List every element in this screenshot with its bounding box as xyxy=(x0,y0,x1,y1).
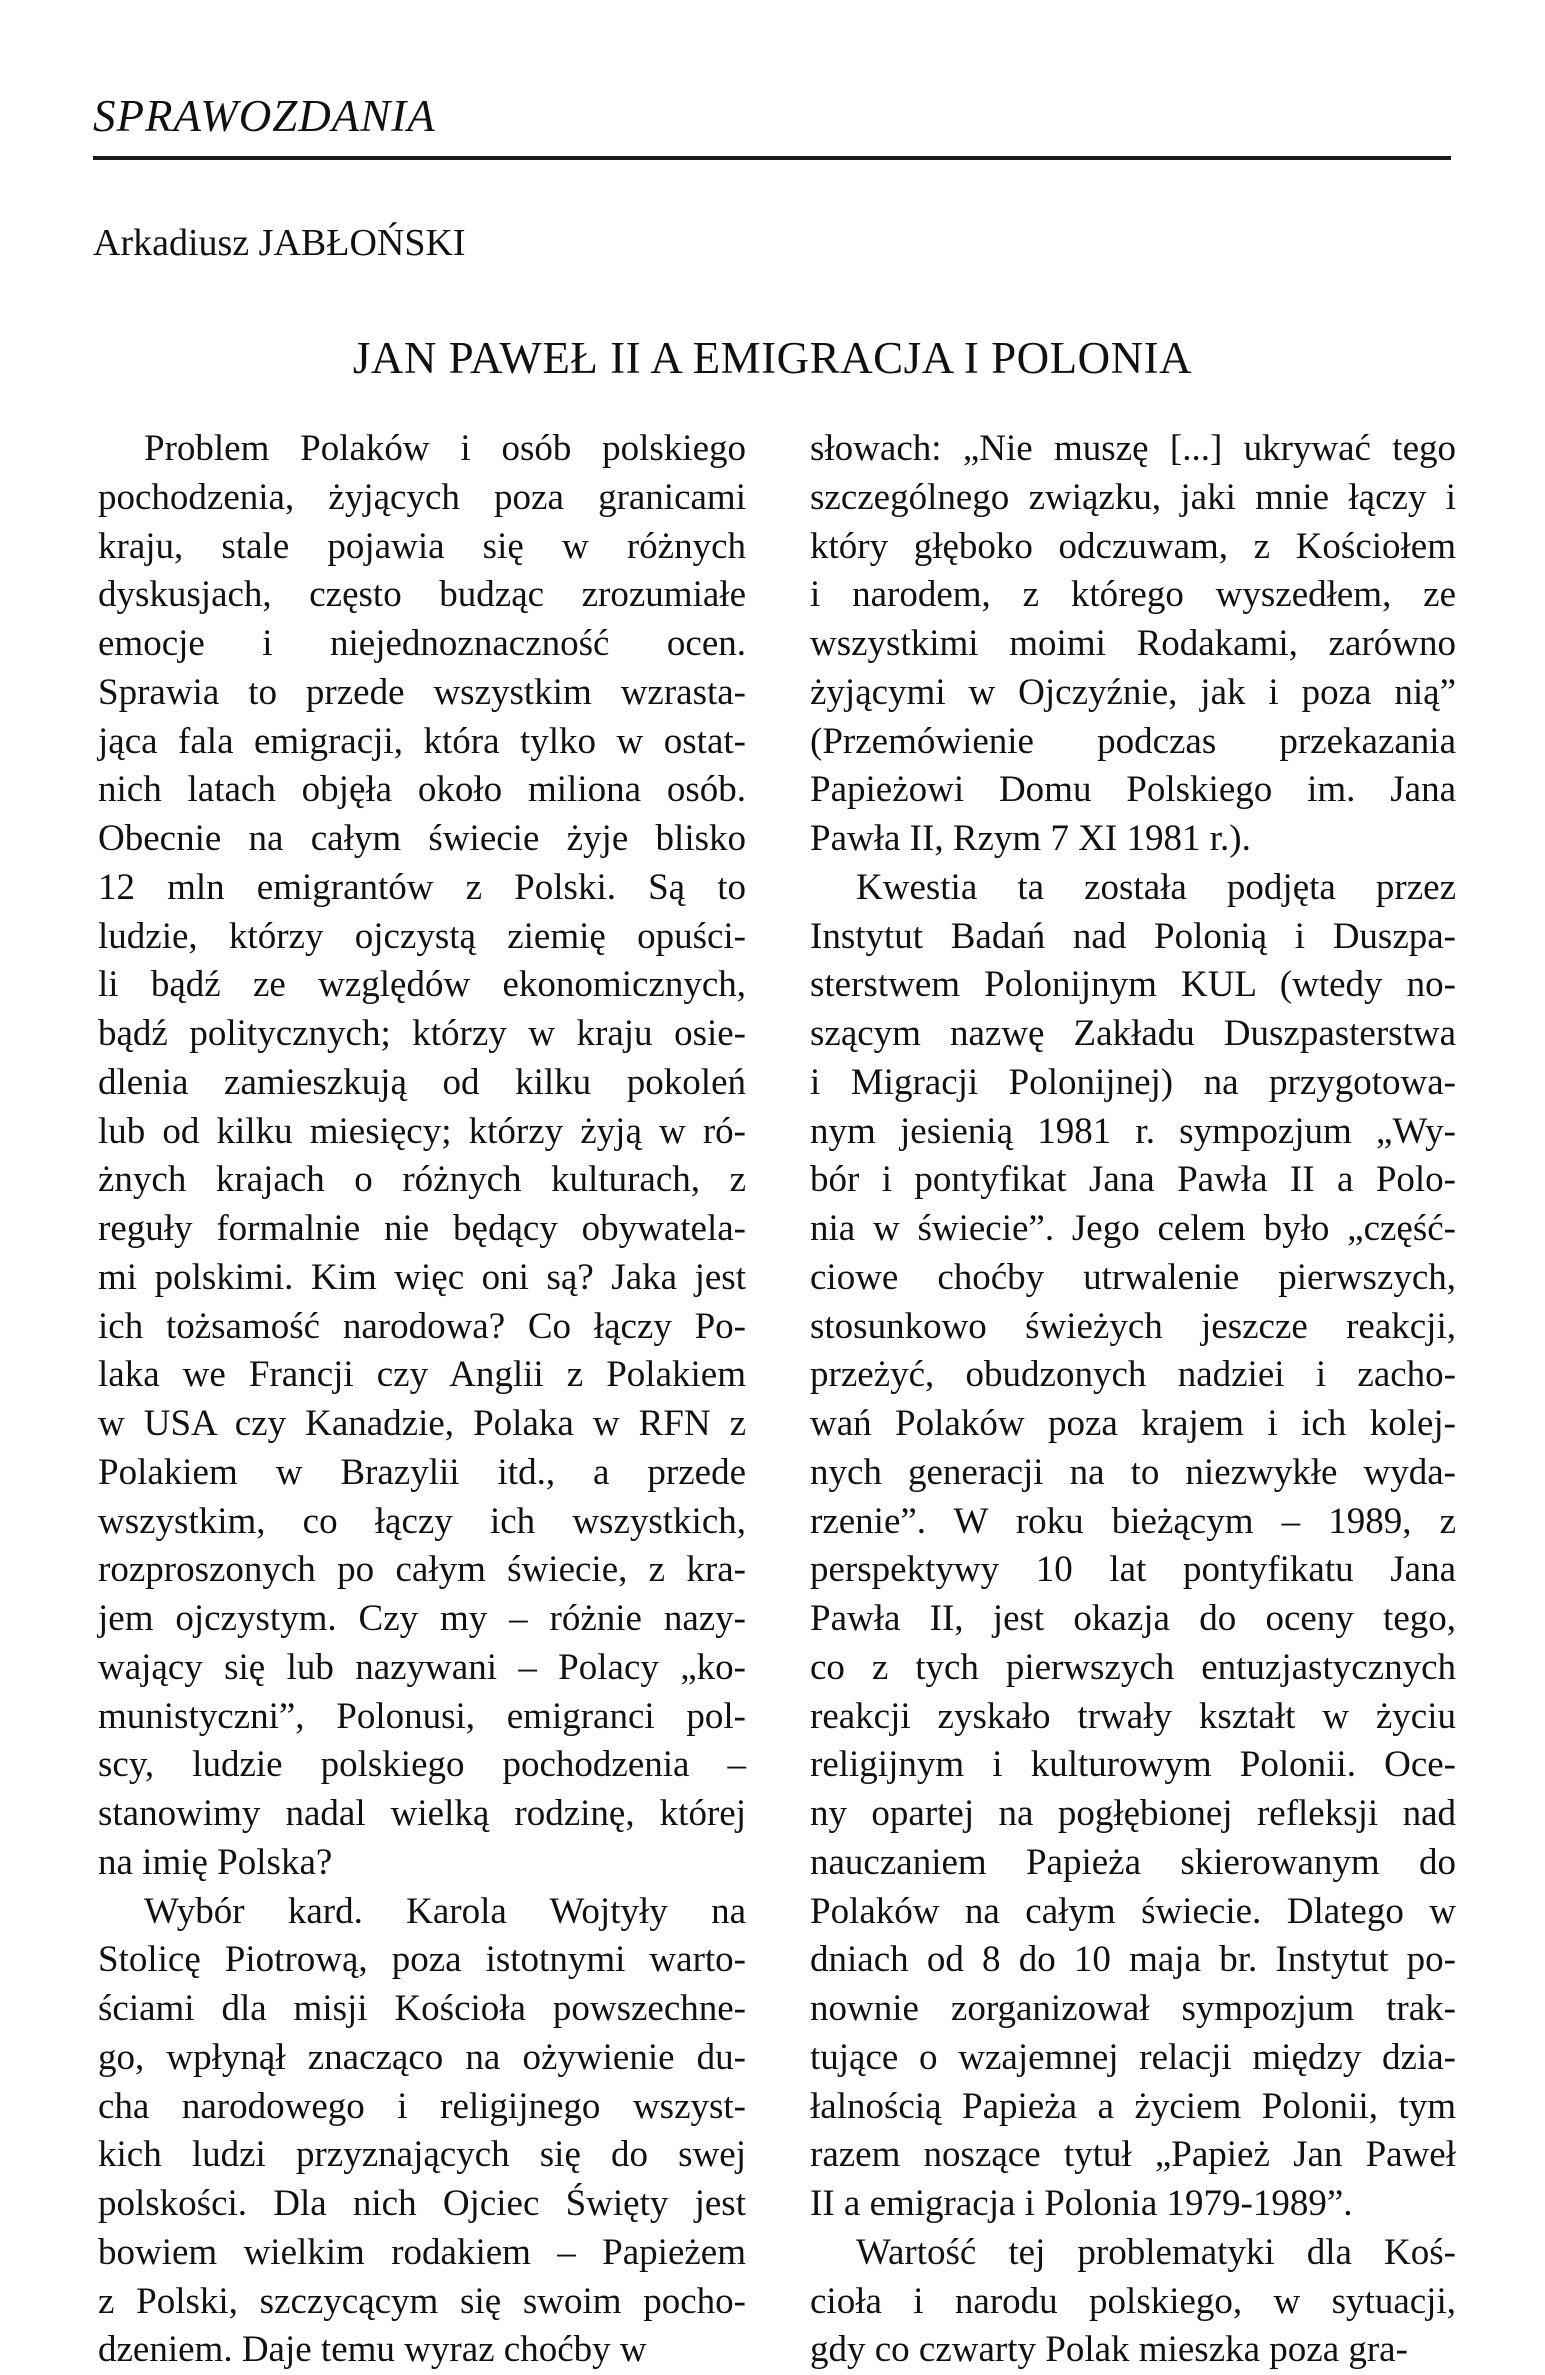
text-line: żnych krajach o różnych kulturach, z xyxy=(98,1156,746,1205)
text-line: pochodzenia, żyjących poza granicami xyxy=(98,474,746,523)
text-line: nym jesienią 1981 r. sympozjum „Wy- xyxy=(810,1108,1456,1157)
text-line: mi polskimi. Kim więc oni są? Jaka jest xyxy=(98,1254,746,1303)
paragraph xyxy=(810,425,1456,864)
text-line: żyjącymi w Ojczyźnie, jak i poza nią” xyxy=(810,669,1456,718)
text-line: stosunkowo świeżych jeszcze reakcji, xyxy=(810,1303,1456,1352)
text-line: Wybór kard. Karola Wojtyły na xyxy=(98,1888,746,1937)
text-line: z Polski, szczycącym się swoim pocho- xyxy=(98,2278,746,2327)
text-line: go, wpłynął znacząco na ożywienie du- xyxy=(98,2034,746,2083)
text-line: Obecnie na całym świecie żyje blisko xyxy=(98,815,746,864)
text-line: sterstwem Polonijnym KUL (wtedy no- xyxy=(810,961,1456,1010)
text-line: kraju, stale pojawia się w różnych xyxy=(98,523,746,572)
text-line: perspektywy 10 lat pontyfikatu Jana xyxy=(810,1546,1456,1595)
text-line: bądź politycznych; którzy w kraju osie- xyxy=(98,1010,746,1059)
text-line: szczególnego związku, jaki mnie łączy i xyxy=(810,474,1456,523)
text-line: dzeniem. Daje temu wyraz choćby w xyxy=(98,2326,746,2375)
text-line: Sprawia to przede wszystkim wzrasta- xyxy=(98,669,746,718)
text-line: cioła i narodu polskiego, w sytuacji, xyxy=(810,2278,1456,2327)
text-line: na imię Polska? xyxy=(98,1839,746,1888)
text-line: Polakiem w Brazylii itd., a przede xyxy=(98,1449,746,1498)
paragraph xyxy=(98,1888,746,2375)
text-line: ciowe choćby utrwalenie pierwszych, xyxy=(810,1254,1456,1303)
text-line: Pawła II, Rzym 7 XI 1981 r.). xyxy=(810,815,1456,864)
paragraph xyxy=(810,864,1456,2229)
text-line: II a emigracja i Polonia 1979-1989”. xyxy=(810,2180,1456,2229)
text-line: w USA czy Kanadzie, Polaka w RFN z xyxy=(98,1400,746,1449)
text-line: Wartość tej problematyki dla Koś- xyxy=(810,2229,1456,2278)
text-line: wszystkim, co łączy ich wszystkich, xyxy=(98,1498,746,1547)
text-line: bór i pontyfikat Jana Pawła II a Polo- xyxy=(810,1156,1456,1205)
text-line: Instytut Badań nad Polonią i Duszpa- xyxy=(810,913,1456,962)
text-line: kich ludzi przyznających się do swej xyxy=(98,2131,746,2180)
text-line: reguły formalnie nie będący obywatela- xyxy=(98,1205,746,1254)
text-line: lub od kilku miesięcy; którzy żyją w ró- xyxy=(98,1108,746,1157)
text-line: stanowimy nadal wielką rodzinę, której xyxy=(98,1790,746,1839)
text-line: razem noszące tytuł „Papież Jan Paweł xyxy=(810,2131,1456,2180)
author-name: Arkadiusz JABŁOŃSKI xyxy=(93,218,466,268)
text-line: ludzie, którzy ojczystą ziemię opuści- xyxy=(98,913,746,962)
text-line: dlenia zamieszkują od kilku pokoleń xyxy=(98,1059,746,1108)
text-line: Stolicę Piotrową, poza istotnymi warto- xyxy=(98,1936,746,1985)
text-line: słowach: „Nie muszę [...] ukrywać tego xyxy=(810,425,1456,474)
article-title: JAN PAWEŁ II A EMIGRACJA I POLONIA xyxy=(0,330,1545,386)
section-header: SPRAWOZDANIA xyxy=(93,86,436,146)
text-line: ściami dla misji Kościoła powszechne- xyxy=(98,1985,746,2034)
text-line: Papieżowi Domu Polskiego im. Jana xyxy=(810,766,1456,815)
text-line: nownie zorganizował sympozjum trak- xyxy=(810,1985,1456,2034)
text-line: cha narodowego i religijnego wszyst- xyxy=(98,2083,746,2132)
text-line: który głęboko odczuwam, z Kościołem xyxy=(810,523,1456,572)
text-line: Problem Polaków i osób polskiego xyxy=(98,425,746,474)
text-line: (Przemówienie podczas przekazania xyxy=(810,718,1456,767)
text-line: rozproszonych po całym świecie, z kra- xyxy=(98,1546,746,1595)
text-line: Kwestia ta została podjęta przez xyxy=(810,864,1456,913)
text-line: i narodem, z którego wyszedłem, ze xyxy=(810,571,1456,620)
text-line: bowiem wielkim rodakiem – Papieżem xyxy=(98,2229,746,2278)
text-line: laka we Francji czy Anglii z Polakiem xyxy=(98,1351,746,1400)
text-line: jąca fala emigracji, która tylko w ostat- xyxy=(98,718,746,767)
text-line: wający się lub nazywani – Polacy „ko- xyxy=(98,1644,746,1693)
left-column xyxy=(98,425,746,2375)
paragraph xyxy=(810,2229,1456,2375)
text-line: polskości. Dla nich Ojciec Święty jest xyxy=(98,2180,746,2229)
text-line: wszystkimi moimi Rodakami, zarówno xyxy=(810,620,1456,669)
text-line: dniach od 8 do 10 maja br. Instytut po- xyxy=(810,1936,1456,1985)
text-line: gdy co czwarty Polak mieszka poza gra- xyxy=(810,2326,1456,2375)
text-line: emocje i niejednoznaczność ocen. xyxy=(98,620,746,669)
text-line: co z tych pierwszych entuzjastycznych xyxy=(810,1644,1456,1693)
text-line: i Migracji Polonijnej) na przygotowa- xyxy=(810,1059,1456,1108)
text-line: li bądź ze względów ekonomicznych, xyxy=(98,961,746,1010)
text-line: wań Polaków poza krajem i ich kolej- xyxy=(810,1400,1456,1449)
text-line: munistyczni”, Polonusi, emigranci pol- xyxy=(98,1693,746,1742)
text-line: przeżyć, obudzonych nadziei i zacho- xyxy=(810,1351,1456,1400)
text-line: reakcji zyskało trwały kształt w życiu xyxy=(810,1693,1456,1742)
text-line: łalnością Papieża a życiem Polonii, tym xyxy=(810,2083,1456,2132)
text-line: nauczaniem Papieża skierowanym do xyxy=(810,1839,1456,1888)
text-line: tujące o wzajemnej relacji między dzia- xyxy=(810,2034,1456,2083)
header-rule xyxy=(93,156,1451,160)
text-line: jem ojczystym. Czy my – różnie nazy- xyxy=(98,1595,746,1644)
text-line: 12 mln emigrantów z Polski. Są to xyxy=(98,864,746,913)
text-line: szącym nazwę Zakładu Duszpasterstwa xyxy=(810,1010,1456,1059)
text-line: ich tożsamość narodowa? Co łączy Po- xyxy=(98,1303,746,1352)
right-column xyxy=(810,425,1456,2375)
text-line: dyskusjach, często budząc zrozumiałe xyxy=(98,571,746,620)
paragraph xyxy=(98,425,746,1888)
text-line: rzenie”. W roku bieżącym – 1989, z xyxy=(810,1498,1456,1547)
text-line: scy, ludzie polskiego pochodzenia – xyxy=(98,1741,746,1790)
text-line: Polaków na całym świecie. Dlatego w xyxy=(810,1888,1456,1937)
text-line: Pawła II, jest okazja do oceny tego, xyxy=(810,1595,1456,1644)
text-line: ny opartej na pogłębionej refleksji nad xyxy=(810,1790,1456,1839)
text-line: religijnym i kulturowym Polonii. Oce- xyxy=(810,1741,1456,1790)
text-line: nych generacji na to niezwykłe wyda- xyxy=(810,1449,1456,1498)
text-line: nia w świecie”. Jego celem było „część- xyxy=(810,1205,1456,1254)
text-line: nich latach objęła około miliona osób. xyxy=(98,766,746,815)
